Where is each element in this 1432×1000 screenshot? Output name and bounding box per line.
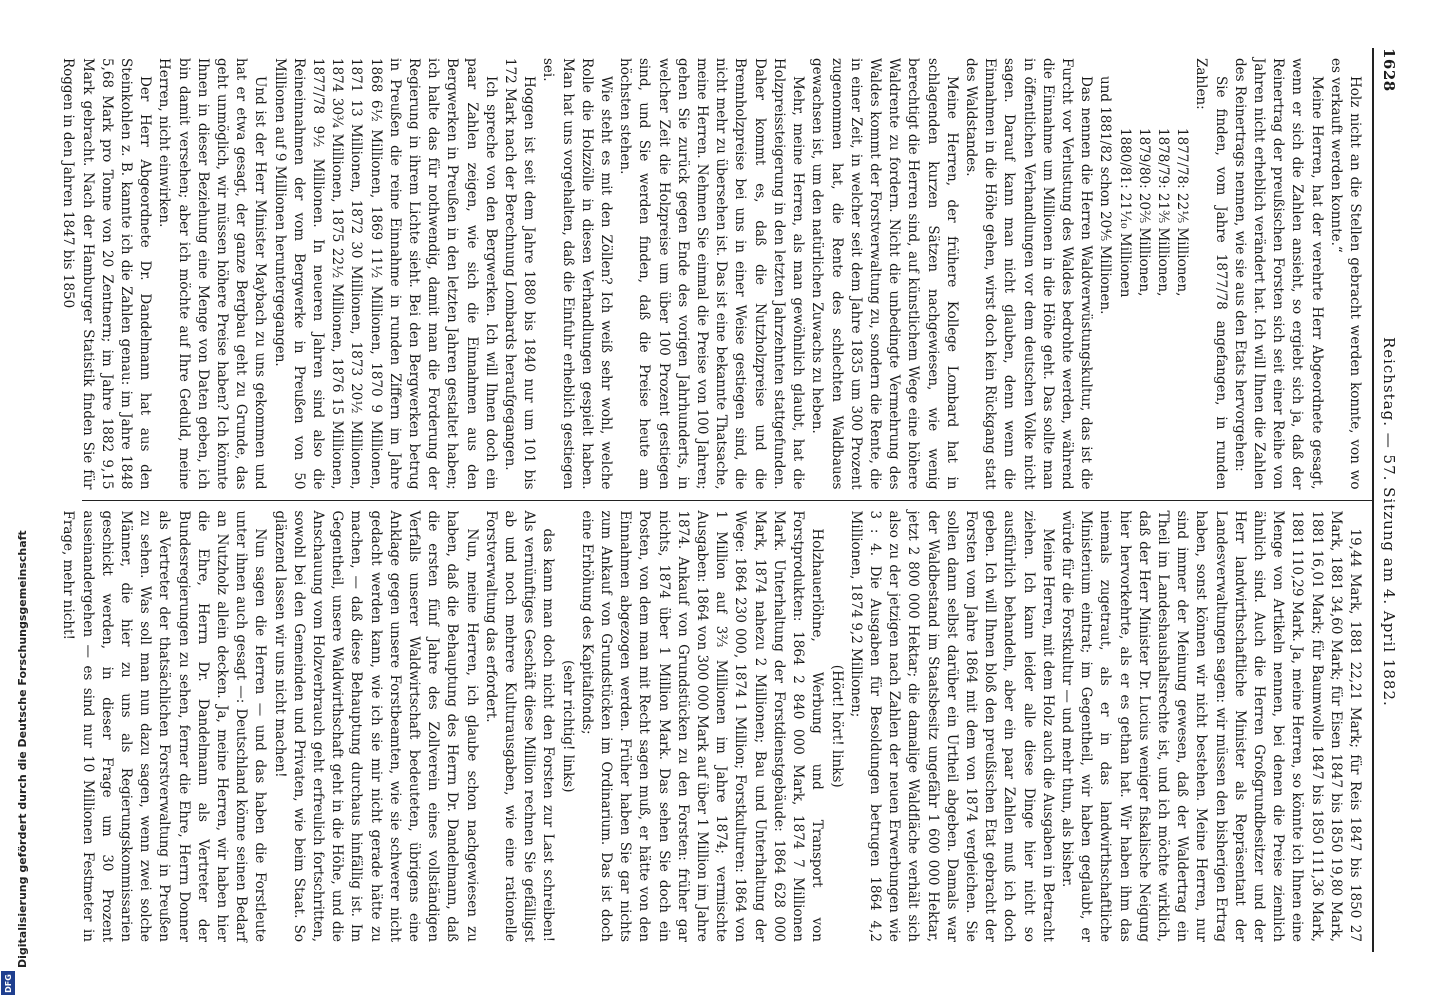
paragraph: (Hört! hört! links) [828,664,845,788]
rotated-page-content [60,30,1406,970]
left-column [60,48,1372,500]
paragraph: Meine Herren, mit dem Holz auch die Ausgaben in Betracht ziehen. Ich kann leider alle diese Dinge hier nicht so ausführlich behandeln, aber ein paar Zahlen muß ich doch geben. Ich will Ihnen bloß den preußischen Etat gebracht der Forsten vom Jahre 1864 mit dem von 1874 vergleichen. Sie sollen dann selbst darüber ein Urtheil abgeben. Damals war der Waldbestand im Staatsbesitz ungefähr 1 600 000 Hektar, jetzt 2 800 000 Hektar; die damalige Waldfläche verhält sich also zu der jetzigen nach Zahlen der neuen Erwerbungen wie 3 : 4. Die Ausgaben für Besoldungen betrugen 1864 4,2 Millionen, 1874 9,2 Millionen; [847,510,1056,942]
paragraph: 19,44 Mark, 1881 22,21 Mark; für Reis 1847 bis 1850 27 Mark, 1881 34,60 Mark; für Eisen 1847 bis 1850 19,80 Mark, 1881 16,01 Mark; für Baumwolle 1847 bis 1850 111,36 Mark, 1881 110,29 Mark. Ja, meine Herren, so könnte ich Ihnen eine Menge von Artikeln nennen, bei denen die Preise ziemlich ähnlich sind. Auch die Herren Großgrundbesitzer und der Herr landwirthschaftliche Minister als Repräsentant der Landesverwaltungen sagen: wir müssen den bisherigen Ertrag haben, sonst können wir nicht bestehen. Meine Herren, nur sind immer der Meinung gewesen, daß der Waldertrag ein Theil im Landeshaushaltsrechte ist, und ich möchte wirklich, daß der Herr Minister Dr. Lucius weniger fiskalische Neigung hier hervorkehrte, als er es gethan hat. Wir haben ihm das niemals zugetraut, als er in das landwirthschaftliche Ministerium eintrat; im Gegentheil, wir haben geglaubt, er würde für die Forstkultur — und mehr thun, als bisher. [1058,510,1363,942]
paragraph: 1880/81: 21⅒ Millionen [1116,128,1133,298]
paragraph: 1879/80: 20⅖ Millionen, [1135,128,1152,297]
paragraph: Das nennen die Herren Waldverwüstungskultur, das ist die Furcht vor Verlustung des Waldes bedrohte werden, während die Einnahme um Millionen in die Höhe geht. Das sollte man in öffentlichen Verhandlungen vor dem deutschen Volke nicht sagen. Darauf kann man nicht glauben, denn wenn die Einnahmen in die Höhe gehen, wirst doch kein Rückgang statt des Waldstandes. [962,58,1095,490]
paragraph: Holzhauerlöhne, Werbung und Transport von Forstprodukten: 1864 2 840 000 Mark, 1874 7 Millionen Mark. Unterhaltung der Forstdienstgebäude: 1864 628 000 Mark, 1874 nahezu 2 Millionen; Bau und Unterhaltung der Wege: 1864 230 000, 1874 1 Million; Forstkulturen: 1864 von 1 Million auf 3⅔ Millionen im Jahre 1874; vermischte Ausgaben: 1864 von 300 000 Mark auf über 1 Million im Jahre 1874. Ankauf von Grundstücken zu den Forsten: früher gar nichts, 1874 über 1 Million Mark. Das sehen Sie doch ein Posten, von dem man mit Recht sagen muß, er hätte von den Einnahmen abgezogen werden. Früher haben Sie gar nichts zum Ankauf von Grundstücken im Ordinarium. Das ist doch eine Erhöhung des Kapitalfonds; [578,510,826,942]
paragraph: Nun, meine Herren, ich glaube schon nachgewiesen zu haben, daß die Behauptung des Herrn Dr. Dandelmann, daß die ersten fünf Jahre des Zollverein eines vollständigen Verfalls unserer Waldwirtschaft bedeuteten, übrigens eine Anklage gegen unsere Forstbeamten, wie sie schwerer nicht gedacht werden kann, wie ich sie mir nicht gerade hätte zu machen, — daß diese Behauptung durchaus hinfällig ist. Im Gegentheil, unsere Waldwirthschaft geht in die Höhe, und die Anschauung vom Holzverbrauch geht erfreulich fortschritten, sowohl bei den Gemeinden und Privaten, wie beim Staat. So glänzend lassen wir uns nicht machen! [271,510,480,942]
running-title: Reichstag. — 57. Sitzung am 4. April 1882. [1380,336,1398,707]
paragraph: und 1881/82 schon 20⅘ Millionen. [1097,76,1114,315]
right-column [60,501,1372,953]
digitization-note: Digitalisierung gefördert durch die Deutsche Forschungsgemeinschaft [16,530,29,968]
paragraph: Meine Herren, hat der verehrte Herr Abgeordnete gesagt, wenn er sich die Zahlen ansieht, so ergiebt sich ja, daß der Reinertrag der preußischen Forsten sich seit einer Reihe von Jahren nicht erheblich verändert hat. Ich will Ihnen die Zahlen des Reinertrags nennen, wie sie aus den Etats hervorgehen: [1231,58,1325,490]
page-number: 1628 [1380,48,1398,92]
digitization-footer [2,0,29,1000]
paragraph: (sehr richtig! links) [559,660,576,793]
paragraph: Sie finden, vom Jahre 1877/78 angefangen, in runden Zahlen: [1193,58,1229,490]
paragraph: Meine Herren, der frühere Kollege Lombard hat in schlagenden kurzen Sätzen nachgewiesen, wie wenig berechtigt die Herren sind, auf künstlichem Wege eine höhere Waldrente zu fordern. Nicht die unbedingte Vermehrung des Waldes kommt der Forstverwaltung zu, sondern die Rente, die in einer Zeit, in welcher seit dem Jahre 1835 um 300 Prozent zugenommen hat, die Rente des schlechten Waldbaues gewachsen ist, um den natürlichen Zuwachs zu heben. [809,58,960,490]
paragraph: Und ist der Herr Minister Maybach zu uns gekommen und hat er etwa gesagt, der ganze Bergbau geht zu Grunde, das geht unmöglich, wir müssen höhere Preise haben? Ich könnte Ihnen in dieser Beziehung eine Menge von Daten geben, ich bin damit versehen; aber ich möchte auf Ihre Geduld, meine Herren, nicht einwirken. [156,58,269,490]
paragraph: Ich spreche von den Bergwerken. Ich will Ihnen doch ein paar Zahlen zeigen, wie sich die Einnahmen aus den Bergwerken in Preußen in den letzten Jahren gestaltet haben; ich halte das für nothwendig, damit man die Forderung der Regierung in ihrem Lichte sieht. Bei den Bergwerken betrug in Preußen die reine Einnahme in runden Ziffern im Jahre 1868 6½ Millionen, 1869 11½ Millionen, 1870 9 Millionen, 1871 13 Millionen, 1872 30 Millionen, 1873 20½ Millionen, 1874 30¾ Millionen, 1875 22½ Millionen, 1876 15 Millionen, 1877/78 9½ Millionen. In neueren Jahren sind also die Reineinnahmen der vom Bergwerke in Preußen von 50 Millionen auf 9 Millionen heruntergegangen. [271,58,499,490]
dfg-logo-text: DFG [3,973,13,993]
paragraph: Mehr, meine Herren, als man gewöhnlich glaubt, hat die Holzpreissteigerung in den letzten Jahrzehnten stattgefunden. Daher kommt es, daß die Nutzholzpreise und die Brennholzpreise bei uns in einer Weise gestiegen sind, die nicht mehr zu übersehen ist. Das ist eine bekannte Thatsache, meine Herren. Nehmen Sie einmal die Preise von 100 Jahren; gehen Sie zurück gegen Ende des vorigen Jahrhunderts, in welcher Zeit die Holzpreise um über 100 Prozent gestiegen sind, und Sie werden finden, daß die Preise heute am höchsten stehen. [617,58,807,490]
page-header [1372,48,1398,952]
dfg-logo [1,971,15,995]
two-column-body [60,48,1372,952]
paragraph: Der Herr Abgeordnete Dr. Dandelmann hat aus den Steinkohlen z. B. kannte ich die Zahlen genau: im Jahre 1848 5,68 Mark pro Tonne von 20 Zentnern; im Jahre 1882 9,15 Mark gebracht. Nach der Hamburger Statistik finden Sie für Roggen in den Jahren 1847 bis 1850 [60,58,154,490]
paragraph: Wie steht es mit den Zöllen? Ich weiß sehr wohl, welche Rolle die Holzzölle in diesen Verhandlungen gespielt haben. Man hat uns vorgehalten, daß die Einfuhr erheblich gestiegen sei. [540,58,615,490]
paragraph: das kann man doch nicht den Forsten zur Last schreiben! Als vernünftiges Geschäft diese Million rechnen Sie gefälligst ab und noch mehrere Kulturausgaben, wie eine rationelle Forstverwaltung das erfordert. [482,510,557,942]
paragraph: Holz nicht an die Stellen gebracht werden konnte, von wo es verkauft werden konnte.“ [1327,58,1363,490]
paragraph: 1877/78: 22⅕ Millionen, [1174,128,1191,297]
paragraph: 1878/79: 21⅗ Millionen, [1154,128,1171,297]
paragraph: Nun sagen die Herren — und das haben die Forstleute unter ihnen auch gesagt —: Deutschland könne seinen Bedarf an Nutzholz allein decken. Ja, meine Herren, wir haben hier die Ehre, Herrn Dr. Dandelmann als Vertreter der Bundesregierungen zu sehen, ferner die Ehre, Herrn Donner als Vertreter der thatsächlichen Forstverwaltung in Preußen zu sehen. Was soll man nun dazu sagen, wenn zwei solche Männer, die hier zu uns als Regierungskommissarien geschickt werden, in dieser Frage um 30 Prozent auseinandergehen — es sind nur 10 Millionen Festmeter in Frage, mehr nicht! [60,510,269,942]
paragraph: Hoggen ist seit dem Jahre 1880 bis 1840 nur um 101 bis 172 Mark nach der Berechnung Lombards heraufgegangen. [502,58,538,490]
